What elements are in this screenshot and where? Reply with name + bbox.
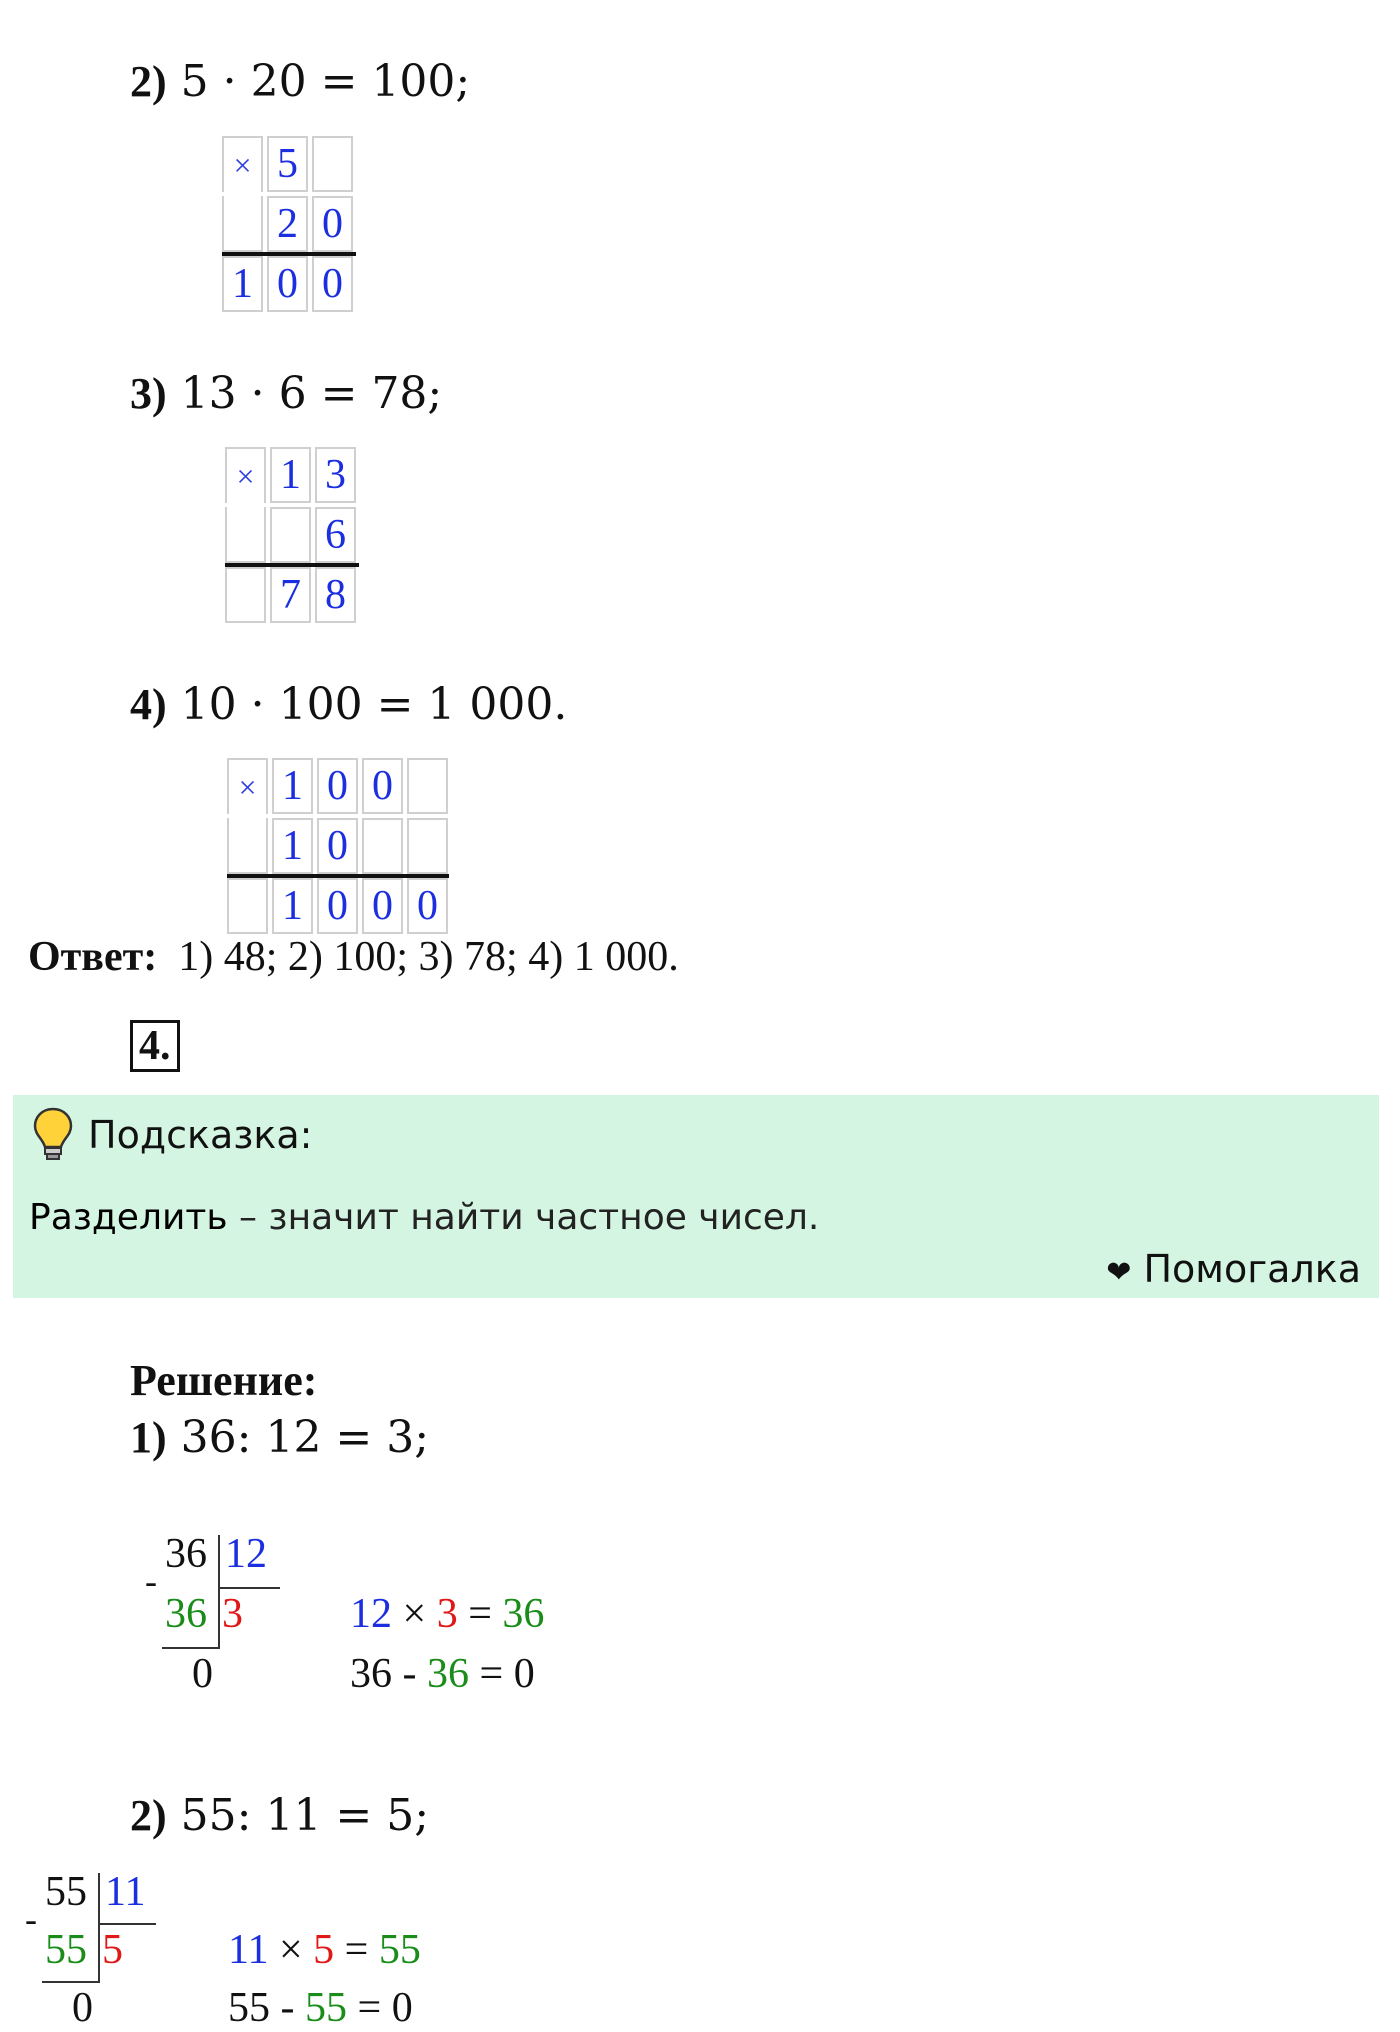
multiplication-grid-4: × 1 0 0 1 0 1 0 0 0 (223, 754, 452, 938)
multiplication-rule (225, 563, 359, 567)
division-2-check-subtract: 55 - 55 = 0 (228, 1985, 413, 2031)
long-division-1: 36 12 - 36 3 0 (140, 1530, 560, 1710)
multiplication-grid-2: × 5 2 0 1 0 0 (218, 132, 357, 316)
division-1-header: 1) 36: 12 = 3; (130, 1412, 430, 1463)
division-1-check-multiply: 12 × 3 = 36 (350, 1591, 545, 1637)
multiplication-grid-3: × 1 3 6 7 8 (221, 443, 360, 627)
solution-label: Решение: (130, 1356, 318, 1405)
task-number: 4. (130, 1020, 180, 1072)
problem-3-header: 3) 13 · 6 = 78; (130, 368, 443, 419)
hint-term: Разделить (29, 1197, 228, 1238)
division-2-check-multiply: 11 × 5 = 55 (228, 1927, 421, 1973)
multiplication-rule (227, 874, 449, 878)
hint-title: Подсказка: (88, 1113, 313, 1157)
problem-2-header: 2) 5 · 20 = 100; (130, 56, 471, 107)
division-2-header: 2) 55: 11 = 5; (130, 1790, 430, 1841)
answer-line: Ответ: 1) 48; 2) 100; 3) 78; 4) 1 000. (28, 934, 679, 980)
lightbulb-icon (31, 1105, 75, 1165)
heart-icon: ❤ (1106, 1255, 1132, 1290)
multiplication-rule (222, 252, 356, 256)
helper-link[interactable]: ❤ Помогалка (1106, 1247, 1361, 1291)
problem-4-header: 4) 10 · 100 = 1 000. (130, 679, 568, 730)
hint-box (13, 1095, 1379, 1298)
hint-definition: – значит найти частное чисел. (227, 1197, 820, 1238)
long-division-2: 55 11 - 55 5 0 (20, 1868, 440, 2028)
division-1-check-subtract: 36 - 36 = 0 (350, 1651, 535, 1697)
hint-text (29, 1197, 819, 1238)
